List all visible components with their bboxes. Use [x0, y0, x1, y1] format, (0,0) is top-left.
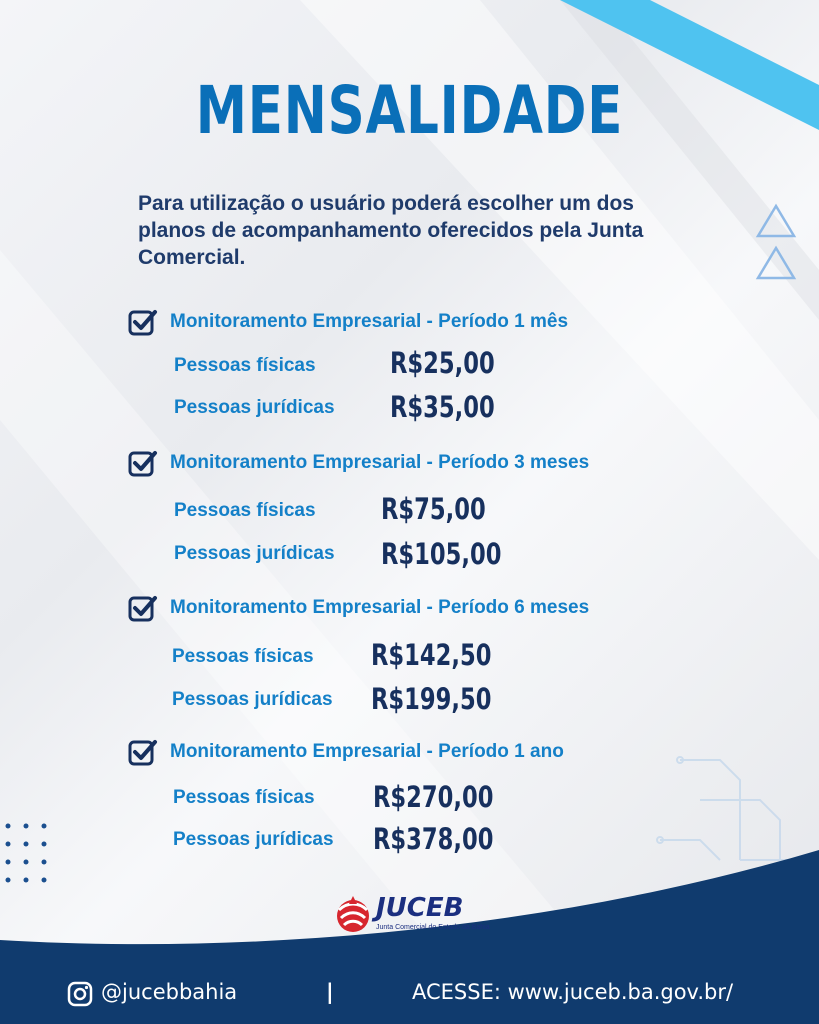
pessoas-fisicas-label: Pessoas físicas	[174, 500, 316, 521]
checkbox-checked-icon	[128, 307, 158, 337]
pessoas-fisicas-label: Pessoas físicas	[173, 787, 315, 808]
dot-grid-decoration	[0, 820, 50, 890]
plan-header	[128, 737, 564, 767]
plan-title: Monitoramento Empresarial - Período 6 meses	[170, 597, 590, 618]
pessoas-juridicas-price: R$35,00	[390, 390, 495, 424]
pessoas-fisicas-label: Pessoas físicas	[174, 355, 316, 376]
pessoas-juridicas-label: Pessoas jurídicas	[174, 543, 335, 564]
footer-separator: |	[326, 980, 334, 1004]
checkbox-checked-icon	[128, 593, 158, 623]
triangle-icon	[754, 202, 798, 282]
pessoas-juridicas-price: R$378,00	[373, 822, 494, 856]
logo-name: JUCEB	[376, 893, 464, 923]
pessoas-fisicas-label: Pessoas físicas	[172, 646, 314, 667]
plan-title: Monitoramento Empresarial - Período 1 mês	[170, 311, 569, 332]
pessoas-juridicas-price: R$199,50	[371, 682, 492, 716]
pessoas-juridicas-label: Pessoas jurídicas	[173, 829, 334, 850]
pessoas-juridicas-price: R$105,00	[381, 537, 502, 571]
instagram-icon[interactable]	[67, 981, 93, 1007]
juceb-logo-icon	[333, 894, 373, 934]
plan-title: Monitoramento Empresarial - Período 1 ano	[170, 741, 564, 762]
pessoas-fisicas-price: R$25,00	[390, 346, 495, 380]
logo-subtitle: Junta Comercial do Estado da Bahia	[376, 924, 490, 931]
checkbox-checked-icon	[128, 737, 158, 767]
pessoas-juridicas-label: Pessoas jurídicas	[172, 689, 333, 710]
pessoas-fisicas-price: R$75,00	[381, 492, 486, 526]
plan-title: Monitoramento Empresarial - Período 3 meses	[170, 452, 590, 473]
plan-header	[128, 448, 589, 478]
checkbox-checked-icon	[128, 448, 158, 478]
instagram-handle[interactable]: @jucebbahia	[101, 980, 238, 1004]
website-link[interactable]: ACESSE: www.juceb.ba.gov.br/	[412, 980, 734, 1004]
pessoas-fisicas-price: R$142,50	[371, 638, 492, 672]
page-title: MENSALIDADE	[195, 72, 624, 149]
plan-header	[128, 307, 568, 337]
pessoas-fisicas-price: R$270,00	[373, 780, 494, 814]
intro-text: Para utilização o usuário poderá escolher um dos planos de acompanhamento oferecidos pela Junta Comercial.	[138, 192, 644, 269]
pessoas-juridicas-label: Pessoas jurídicas	[174, 397, 335, 418]
plan-header	[128, 593, 589, 623]
